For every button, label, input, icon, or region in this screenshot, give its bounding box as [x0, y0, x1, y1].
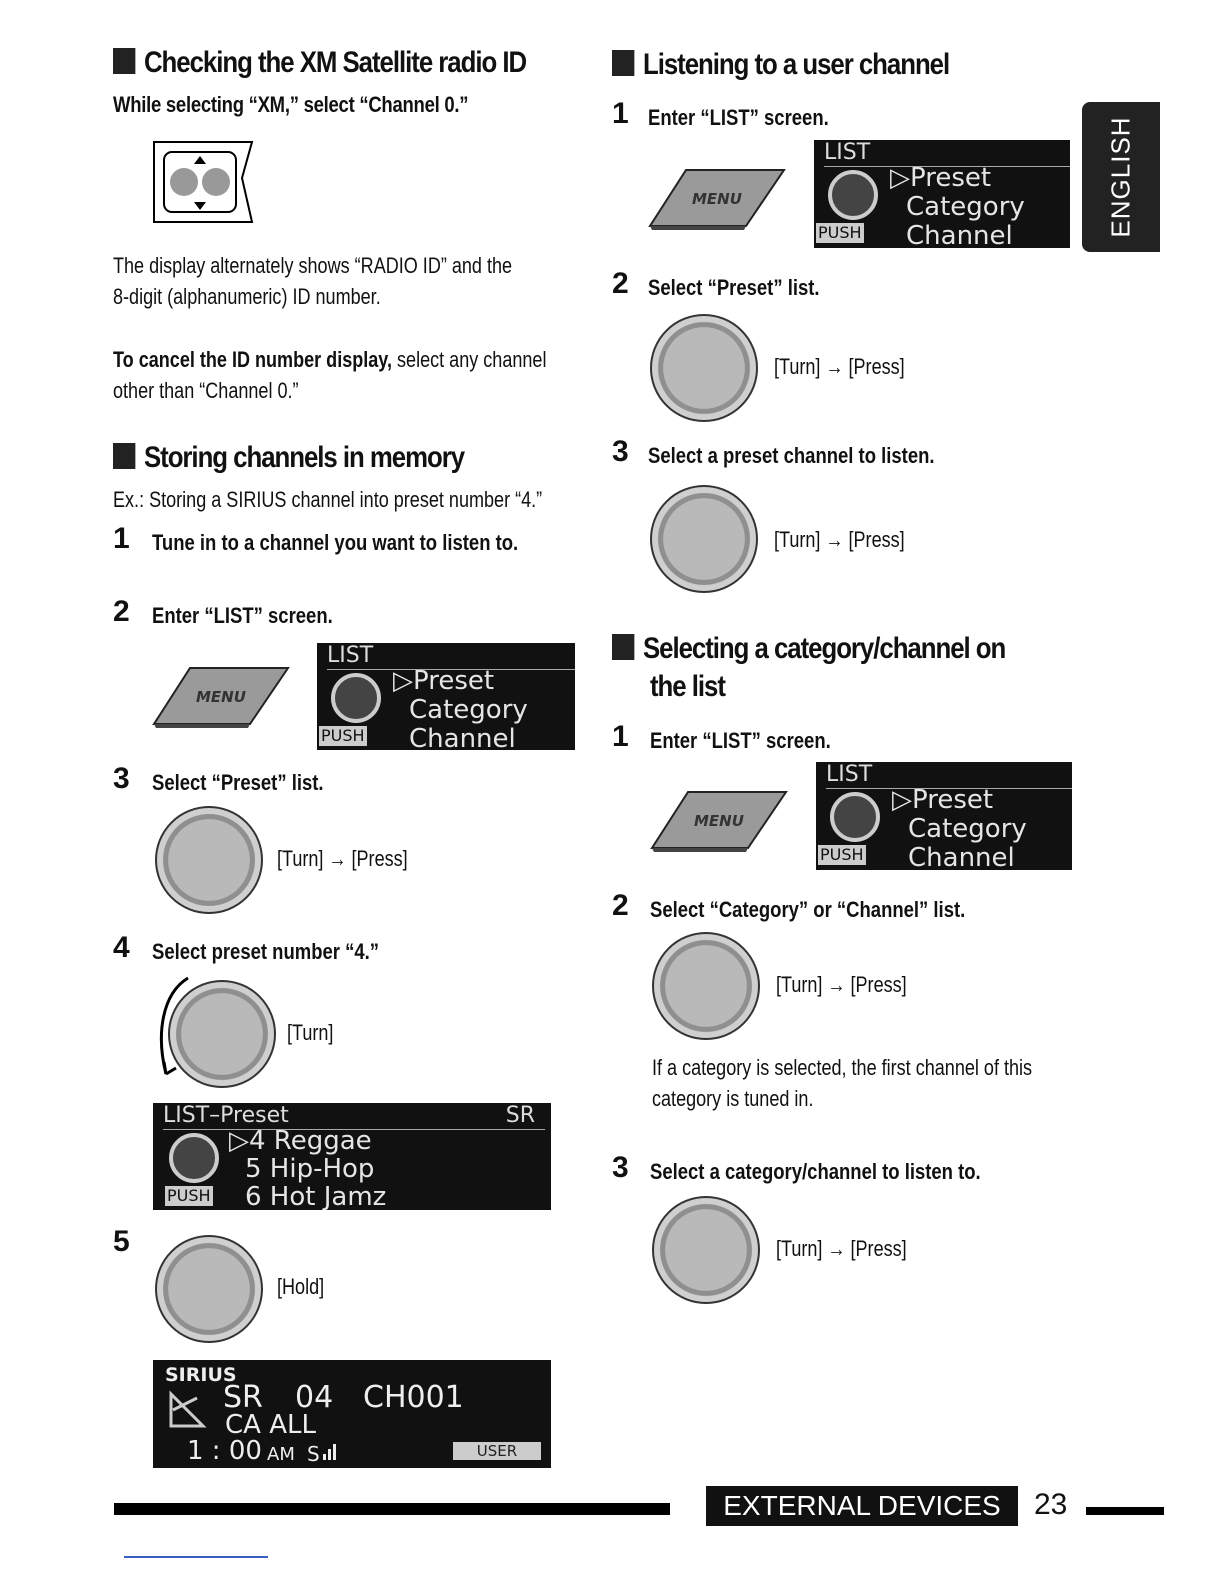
cancel-note-bold: To cancel the ID number display, [113, 347, 393, 372]
lcd-preset-display [153, 1103, 551, 1210]
step-label: Tune in to a channel you want to listen to. [152, 530, 519, 555]
section-title-xm-id: Checking the XM Satellite radio ID [113, 46, 526, 80]
sirius-channel: CH001 [363, 1380, 464, 1415]
scan-link-line [124, 1556, 268, 1558]
lcd-item: Channel [908, 843, 1015, 870]
control-dial-icon [155, 806, 263, 914]
step-label: Select a category/channel to listen to. [650, 1159, 981, 1184]
step-number: 2 [612, 267, 629, 300]
lcd-title: LIST [824, 140, 1070, 167]
step-label: Select “Preset” list. [152, 770, 324, 795]
step-number: 5 [113, 1225, 130, 1258]
control-dial-icon [652, 932, 760, 1040]
step-number: 3 [113, 762, 130, 795]
category-note-line1: If a category is selected, the first channel of this [652, 1055, 1033, 1080]
lcd-band: SR [505, 1103, 535, 1128]
section-title-listening: Listening to a user channel [612, 48, 949, 82]
step-label: Enter “LIST” screen. [152, 603, 333, 628]
menu-button-illustration [150, 662, 290, 730]
menu-button-illustration [646, 164, 786, 232]
dial-action: [Turn] → [Press] [776, 1236, 907, 1261]
section-bullet-icon [612, 634, 634, 660]
lcd-list-items [890, 164, 1025, 248]
push-label: PUSH [820, 845, 864, 864]
step-number: 2 [113, 595, 130, 628]
lcd-item: ▷Preset [890, 163, 992, 193]
dial-action: [Hold] [277, 1274, 325, 1299]
step-label: Enter “LIST” screen. [648, 105, 829, 130]
lcd-item: Category [409, 695, 528, 725]
step-number: 3 [612, 435, 629, 468]
sirius-brand: SIRIUS [165, 1364, 237, 1386]
sirius-time: 1 : 00 [187, 1436, 262, 1466]
control-dial-icon [155, 1235, 263, 1343]
cancel-note-line1 [113, 344, 546, 376]
lcd-item: 6 Hot Jamz [245, 1182, 387, 1210]
lcd-list-items [393, 667, 528, 750]
section-title-storing: Storing channels in memory [113, 441, 464, 475]
lcd-preset-items [229, 1127, 386, 1210]
dial-action: [Turn] → [Press] [774, 527, 905, 552]
sirius-signal: S [307, 1442, 320, 1466]
seek-buttons-illustration [150, 138, 254, 226]
language-tab-label: ENGLISH [1105, 116, 1136, 238]
sirius-ampm: AM [267, 1444, 295, 1465]
step-number: 1 [612, 720, 629, 753]
lcd-item: Channel [906, 221, 1013, 248]
control-dial-icon [650, 314, 758, 422]
step-label: Select a preset channel to listen. [648, 443, 935, 468]
section-bullet-icon [113, 443, 135, 469]
storing-example: Ex.: Storing a SIRIUS channel into preset number “4.” [113, 487, 543, 512]
lcd-item: ▷4 Reggae [229, 1126, 372, 1156]
dial-action: [Turn] → [Press] [774, 354, 905, 379]
section-title-selecting-line2: the list [650, 670, 725, 703]
lcd-item: ▷Preset [892, 785, 994, 815]
sirius-preset: 04 [295, 1380, 334, 1415]
xm-body-line1: The display alternately shows “RADIO ID” and the [113, 253, 513, 278]
push-label: PUSH [818, 223, 862, 242]
menu-button-illustration [648, 786, 788, 854]
user-badge: USER [453, 1442, 541, 1460]
footer-rule-right [1086, 1507, 1164, 1515]
rotate-icon [169, 1133, 219, 1183]
sirius-band: SR [223, 1380, 263, 1415]
lcd-item: ▷Preset [393, 666, 495, 696]
push-label: PUSH [167, 1186, 211, 1205]
xm-instruction: While selecting “XM,” select “Channel 0.” [113, 92, 469, 117]
lcd-list-display [816, 762, 1072, 870]
language-tab [1082, 102, 1160, 252]
category-note-line2: category is tuned in. [652, 1086, 814, 1111]
dial-action: [Turn] [287, 1020, 334, 1045]
menu-label: MENU [692, 190, 742, 208]
lcd-sirius-display [153, 1360, 551, 1468]
dial-action: [Turn] → [Press] [776, 972, 907, 997]
step-label: Select “Preset” list. [648, 275, 820, 300]
step-number: 4 [113, 931, 130, 964]
lcd-title: LIST [327, 643, 575, 670]
section-title-selecting: Selecting a category/channel on [612, 632, 1005, 666]
lcd-item: Channel [409, 724, 516, 750]
step-label: Select preset number “4.” [152, 939, 379, 964]
rotate-icon [828, 170, 878, 220]
step-number: 1 [113, 522, 130, 555]
cancel-note-line2: other than “Channel 0.” [113, 378, 299, 403]
sirius-category: CA ALL [225, 1410, 316, 1440]
control-dial-icon [168, 980, 276, 1088]
menu-label: MENU [694, 812, 744, 830]
lcd-list-display [317, 643, 575, 750]
signal-bars-icon [323, 1442, 339, 1460]
rotate-icon [331, 673, 381, 723]
step-number: 2 [612, 889, 629, 922]
lcd-item: Category [906, 192, 1025, 222]
section-bullet-icon [113, 48, 135, 74]
section-bullet-icon [612, 50, 634, 76]
lcd-item: Category [908, 814, 1027, 844]
lcd-title: LIST–Preset [163, 1103, 545, 1130]
xm-body-line2: 8-digit (alphanumeric) ID number. [113, 284, 381, 309]
control-dial-icon [650, 485, 758, 593]
dial-action: [Turn] → [Press] [277, 846, 408, 871]
step-number: 3 [612, 1151, 629, 1184]
cancel-note-rest: select any channel [392, 347, 547, 372]
menu-label: MENU [196, 688, 246, 706]
lcd-list-items [892, 786, 1027, 870]
lcd-item: 5 Hip-Hop [245, 1154, 375, 1184]
lcd-list-display [814, 140, 1070, 248]
rotate-icon [830, 792, 880, 842]
footer-rule-left [114, 1503, 670, 1515]
step-label: Select “Category” or “Channel” list. [650, 897, 966, 922]
footer-section-label: EXTERNAL DEVICES [706, 1486, 1018, 1526]
step-label: Enter “LIST” screen. [650, 728, 831, 753]
control-dial-icon [652, 1196, 760, 1304]
lcd-title: LIST [826, 762, 1072, 789]
satellite-icon [167, 1390, 207, 1430]
page-number: 23 [1034, 1488, 1068, 1521]
step-number: 1 [612, 97, 629, 130]
push-label: PUSH [321, 726, 365, 745]
